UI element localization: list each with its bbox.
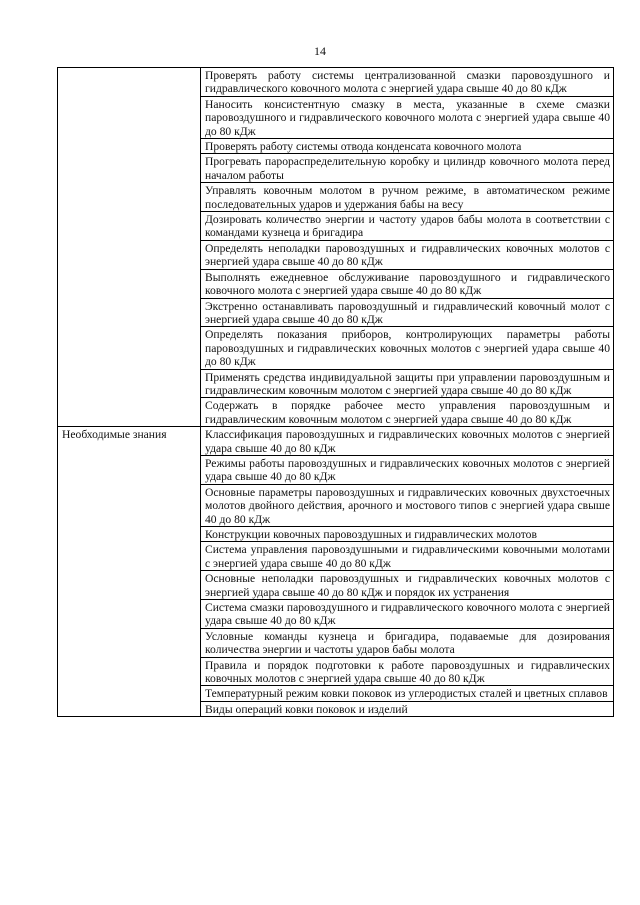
table-cell-item: Наносить консистентную смазку в места, указанные в схеме смазки паровоздушного и гидравлического ковочного молота с энергией удара свыше 40 до 80 кДж (201, 96, 614, 138)
table-cell-item: Температурный режим ковки поковок из углеродистых сталей и цветных сплавов (201, 686, 614, 701)
table-cell-item: Определять неполадки паровоздушных и гидравлических ковочных молотов с энергией удара свыше 40 до 80 кДж (201, 240, 614, 269)
table-row (58, 68, 614, 97)
table-cell-item: Прогревать парораспределительную коробку и цилиндр ковочного молота перед началом работы (201, 154, 614, 183)
requirements-table-body (58, 68, 614, 717)
table-cell-item: Правила и порядок подготовки к работе паровоздушных и гидравлических ковочных молотов с энергией удара свыше 40 до 80 кДж (201, 657, 614, 686)
table-cell-item: Содержать в порядке рабочее место управления паровоздушным и гидравлическим ковочным молотом с энергией удара свыше 40 до 80 кДж (201, 398, 614, 427)
table-cell-item: Система смазки паровоздушного и гидравлического ковочного молота с энергией удара свыше 40 до 80 кДж (201, 600, 614, 629)
table-cell-item: Режимы работы паровоздушных и гидравлических ковочных молотов с энергией удара свыше 40 до 80 кДж (201, 455, 614, 484)
table-cell-item: Применять средства индивидуальной защиты при управлении паровоздушным и гидравлическим ковочным молотом с энергией удара свыше 40 до 80 кДж (201, 369, 614, 398)
table-cell-item: Проверять работу системы централизованной смазки паровоздушного и гидравлического ковочного молота с энергией удара свыше 40 до 80 кДж (201, 68, 614, 97)
table-cell-item: Экстренно останавливать паровоздушный и гидравлический ковочный молот с энергией удара свыше 40 до 80 кДж (201, 298, 614, 327)
page-number: 14 (314, 44, 326, 58)
table-cell-item: Классификация паровоздушных и гидравлических ковочных молотов с энергией удара свыше 40 до 80 кДж (201, 427, 614, 456)
table-cell-item: Основные неполадки паровоздушных и гидравлических ковочных молотов с энергией удара свыше 40 до 80 кДж и порядок их устранения (201, 571, 614, 600)
table-cell-item: Управлять ковочным молотом в ручном режиме, в автоматическом режиме последовательных ударов и удержания бабы на весу (201, 183, 614, 212)
table-row (58, 427, 614, 456)
section-label-knowledge: Необходимые знания (58, 427, 201, 717)
table-cell-item: Система управления паровоздушными и гидравлическими ковочными молотами с энергией удара свыше 40 до 80 кДж (201, 542, 614, 571)
table-cell-item: Проверять работу системы отвода конденсата ковочного молота (201, 139, 614, 154)
requirements-table (57, 67, 614, 717)
section-label-skills (58, 68, 201, 427)
table-cell-item: Выполнять ежедневное обслуживание паровоздушного и гидравлического ковочного молота с энергией удара свыше 40 до 80 кДж (201, 269, 614, 298)
table-cell-item: Конструкции ковочных паровоздушных и гидравлических молотов (201, 527, 614, 542)
table-cell-item: Условные команды кузнеца и бригадира, подаваемые для дозирования количества энергии и частоты ударов бабы молота (201, 628, 614, 657)
table-cell-item: Виды операций ковки поковок и изделий (201, 701, 614, 716)
table-cell-item: Определять показания приборов, контролирующих параметры работы паровоздушных и гидравлических ковочных молотов с энергией удара свыше 40 до 80 кДж (201, 327, 614, 369)
table-cell-item: Дозировать количество энергии и частоту ударов бабы молота в соответствии с командами кузнеца и бригадира (201, 212, 614, 241)
table-cell-item: Основные параметры паровоздушных и гидравлических ковочных двухстоечных молотов двойного действия, арочного и мостового типов с энергией удара свыше 40 до 80 кДж (201, 484, 614, 526)
